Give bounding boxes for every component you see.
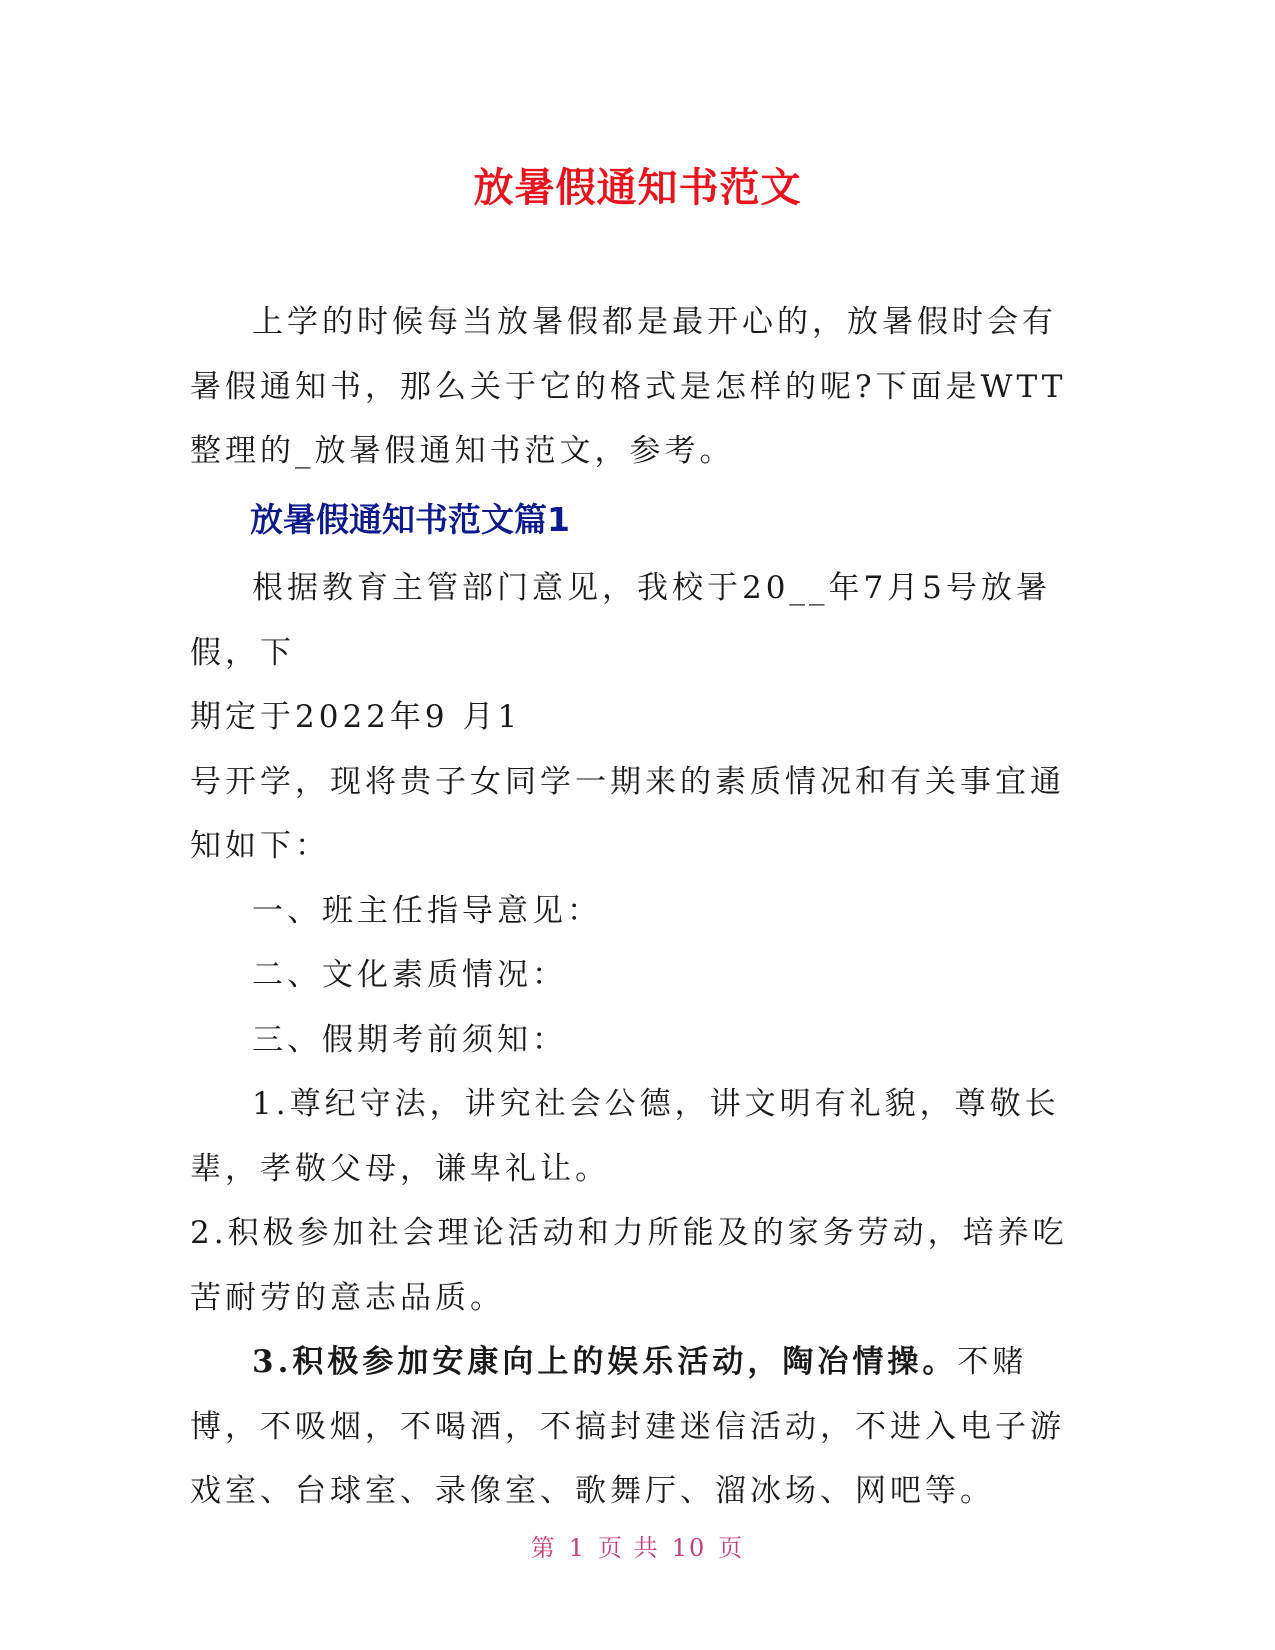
item-culture-quality: 二、文化素质情况： xyxy=(252,957,567,993)
rule-3-bold: 3.积极参加安康向上的娱乐活动，陶冶情操。 xyxy=(252,1344,958,1380)
document-body xyxy=(190,290,1090,1524)
rule-2: 2.积极参加社会理论活动和力所能及的家务劳动，培养吃苦耐劳的意志品质。 xyxy=(190,1215,1068,1316)
footer-prefix: 第 xyxy=(530,1534,557,1562)
notice-line-2: 期定于2022年9 月1 xyxy=(190,699,522,735)
item-teacher-guidance: 一、班主任指导意见： xyxy=(252,892,602,929)
section-heading: 放暑假通知书范文篇1 xyxy=(250,499,570,539)
footer-page-number: 1 xyxy=(568,1534,587,1562)
footer-mid: 页 共 xyxy=(598,1534,660,1562)
page-footer xyxy=(0,1528,1275,1563)
rule-1: 1.尊纪守法，讲究社会公德，讲文明有礼貌，尊敬长辈，孝敬父母，谦卑礼让。 xyxy=(190,1086,1060,1187)
document-title: 放暑假通知书范文 xyxy=(473,165,802,211)
rule-3 xyxy=(190,1330,1090,1524)
footer-suffix: 页 xyxy=(718,1534,745,1562)
item-holiday-notes: 三、假期考前须知： xyxy=(252,1021,567,1058)
rule-3-rest: 不赌博，不吸烟，不喝酒，不搞封建迷信活动，不进入电子游戏室、台球室、录像室、歌舞厅、溜冰场、网吧等。 xyxy=(190,1344,1065,1509)
intro-paragraph: 上学的时候每当放暑假都是最开心的，放暑假时会有暑假通知书，那么关于它的格式是怎样的呢?下面是WTT整理的_放暑假通知书范文，参考。 xyxy=(190,304,1067,469)
notice-line-1: 根据教育主管部门意见，我校于20__年7月5号放暑假，下 xyxy=(190,570,1051,671)
notice-line-3: 号开学，现将贵子女同学一期来的素质情况和有关事宜通知如下： xyxy=(190,763,1065,864)
footer-total-pages: 10 xyxy=(671,1534,707,1562)
